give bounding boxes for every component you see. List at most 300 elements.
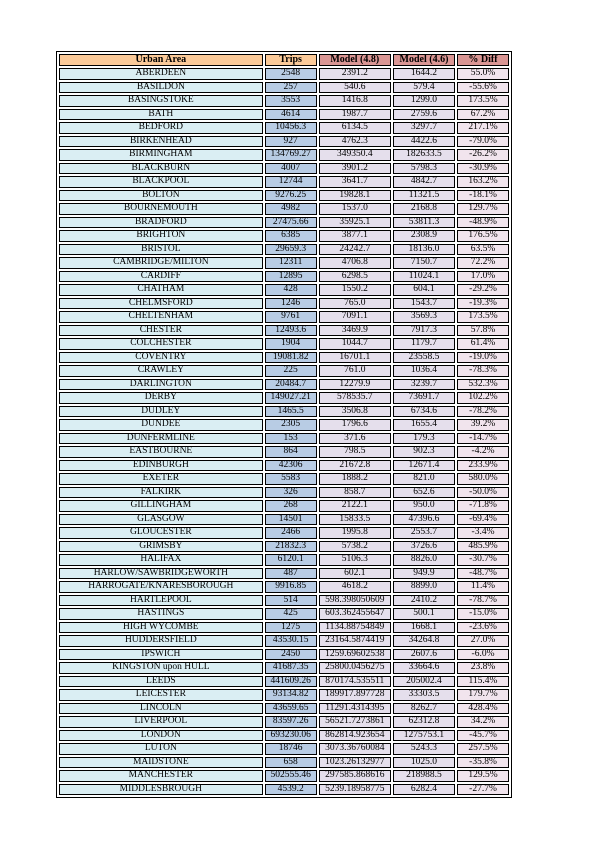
table-row xyxy=(59,676,509,688)
table-row xyxy=(59,338,509,350)
urban-area-cell: COVENTRY xyxy=(59,352,263,364)
model-4-6-cell: 2308.9 xyxy=(393,230,455,242)
model-4-8-cell: 862814.923654 xyxy=(319,730,391,742)
urban-area-cell: HARLOW/SAWBRIDGEWORTH xyxy=(59,568,263,580)
model-4-6-cell: 47396.6 xyxy=(393,514,455,526)
urban-area-cell: BRADFORD xyxy=(59,217,263,229)
model-4-6-cell: 205002.4 xyxy=(393,676,455,688)
model-4-8-cell: 870174.535511 xyxy=(319,676,391,688)
pct-diff-cell: 39.2% xyxy=(457,419,509,431)
trips-cell: 487 xyxy=(265,568,317,580)
pct-diff-cell: 485.9% xyxy=(457,541,509,553)
table-row xyxy=(59,608,509,620)
table-row xyxy=(59,325,509,337)
urban-area-cell: GRIMSBY xyxy=(59,541,263,553)
pct-diff-cell: 27.0% xyxy=(457,635,509,647)
model-4-8-cell: 3073.36760084 xyxy=(319,743,391,755)
table-row xyxy=(59,257,509,269)
urban-area-cell: DUNFERMLINE xyxy=(59,433,263,445)
model-4-8-cell: 4706.8 xyxy=(319,257,391,269)
urban-area-cell: BIRKENHEAD xyxy=(59,136,263,148)
trips-cell: 2466 xyxy=(265,527,317,539)
pct-diff-cell: -30.9% xyxy=(457,163,509,175)
model-4-8-cell: 3506.8 xyxy=(319,406,391,418)
trips-cell: 1904 xyxy=(265,338,317,350)
table-row xyxy=(59,352,509,364)
model-4-8-cell: 35925.1 xyxy=(319,217,391,229)
pct-diff-cell: -69.4% xyxy=(457,514,509,526)
table-row xyxy=(59,136,509,148)
column-header-model-4-8: Model (4.8) xyxy=(319,54,391,66)
pct-diff-cell: -78.2% xyxy=(457,406,509,418)
urban-area-cell: LUTON xyxy=(59,743,263,755)
model-4-6-cell: 33303.5 xyxy=(393,689,455,701)
urban-area-cell: CHELTENHAM xyxy=(59,311,263,323)
model-4-6-cell: 1668.1 xyxy=(393,622,455,634)
model-4-8-cell: 602.1 xyxy=(319,568,391,580)
pct-diff-cell: -50.0% xyxy=(457,487,509,499)
model-4-8-cell: 2391.2 xyxy=(319,68,391,80)
urban-area-cell: BOURNEMOUTH xyxy=(59,203,263,215)
urban-area-cell: BEDFORD xyxy=(59,122,263,134)
model-4-6-cell: 604.1 xyxy=(393,284,455,296)
trips-cell: 693230.06 xyxy=(265,730,317,742)
pct-diff-cell: -15.0% xyxy=(457,608,509,620)
model-4-6-cell: 6282.4 xyxy=(393,784,455,796)
model-4-8-cell: 6134.5 xyxy=(319,122,391,134)
table-header-row xyxy=(59,54,509,66)
model-4-6-cell: 12671.4 xyxy=(393,460,455,472)
table-row xyxy=(59,527,509,539)
urban-area-cell: CRAWLEY xyxy=(59,365,263,377)
model-4-8-cell: 1134.88754849 xyxy=(319,622,391,634)
urban-area-cell: BIRMINGHAM xyxy=(59,149,263,161)
pct-diff-cell: 163.2% xyxy=(457,176,509,188)
urban-area-cell: CHELMSFORD xyxy=(59,298,263,310)
trips-cell: 425 xyxy=(265,608,317,620)
table-row xyxy=(59,311,509,323)
trips-cell: 134769.27 xyxy=(265,149,317,161)
pct-diff-cell: 57.8% xyxy=(457,325,509,337)
table-row xyxy=(59,460,509,472)
trips-cell: 514 xyxy=(265,595,317,607)
urban-area-cell: BOLTON xyxy=(59,190,263,202)
urban-area-cell: CHESTER xyxy=(59,325,263,337)
urban-area-cell: GLASGOW xyxy=(59,514,263,526)
urban-area-cell: BASILDON xyxy=(59,82,263,94)
model-4-8-cell: 24242.7 xyxy=(319,244,391,256)
trips-cell: 4982 xyxy=(265,203,317,215)
pct-diff-cell: 257.5% xyxy=(457,743,509,755)
model-4-6-cell: 1025.0 xyxy=(393,757,455,769)
pct-diff-cell: -78.7% xyxy=(457,595,509,607)
model-4-6-cell: 5798.3 xyxy=(393,163,455,175)
table-row xyxy=(59,689,509,701)
model-4-6-cell: 2607.6 xyxy=(393,649,455,661)
table-row xyxy=(59,95,509,107)
model-4-8-cell: 12279.9 xyxy=(319,379,391,391)
model-4-8-cell: 5738.2 xyxy=(319,541,391,553)
table-row xyxy=(59,284,509,296)
model-4-8-cell: 540.6 xyxy=(319,82,391,94)
model-4-8-cell: 21672.8 xyxy=(319,460,391,472)
pct-diff-cell: 173.5% xyxy=(457,311,509,323)
model-4-6-cell: 1179.7 xyxy=(393,338,455,350)
table-row xyxy=(59,554,509,566)
model-4-6-cell: 18136.0 xyxy=(393,244,455,256)
table-row xyxy=(59,392,509,404)
model-4-8-cell: 23164.5874419 xyxy=(319,635,391,647)
model-4-8-cell: 5239.18958775 xyxy=(319,784,391,796)
table-body xyxy=(59,68,509,795)
model-4-6-cell: 7150.7 xyxy=(393,257,455,269)
pct-diff-cell: 55.0% xyxy=(457,68,509,80)
trips-cell: 43659.65 xyxy=(265,703,317,715)
model-4-6-cell: 652.6 xyxy=(393,487,455,499)
urban-area-cell: BRISTOL xyxy=(59,244,263,256)
urban-area-cell: LEICESTER xyxy=(59,689,263,701)
trips-cell: 2305 xyxy=(265,419,317,431)
pct-diff-cell: 179.7% xyxy=(457,689,509,701)
trips-cell: 326 xyxy=(265,487,317,499)
table-row xyxy=(59,190,509,202)
model-4-8-cell: 3901.2 xyxy=(319,163,391,175)
trips-cell: 1275 xyxy=(265,622,317,634)
urban-area-cell: CARDIFF xyxy=(59,271,263,283)
table-row xyxy=(59,500,509,512)
table-row xyxy=(59,635,509,647)
urban-area-cell: CHATHAM xyxy=(59,284,263,296)
trips-cell: 1246 xyxy=(265,298,317,310)
pct-diff-cell: 173.5% xyxy=(457,95,509,107)
model-4-6-cell: 500.1 xyxy=(393,608,455,620)
trips-cell: 658 xyxy=(265,757,317,769)
model-4-6-cell: 2553.7 xyxy=(393,527,455,539)
urban-area-cell: EASTBOURNE xyxy=(59,446,263,458)
pct-diff-cell: 233.9% xyxy=(457,460,509,472)
pct-diff-cell: -35.8% xyxy=(457,757,509,769)
model-4-6-cell: 3726.6 xyxy=(393,541,455,553)
pct-diff-cell: 532.3% xyxy=(457,379,509,391)
model-4-6-cell: 11321.5 xyxy=(393,190,455,202)
trips-cell: 3553 xyxy=(265,95,317,107)
trips-cell: 268 xyxy=(265,500,317,512)
pct-diff-cell: -18.1% xyxy=(457,190,509,202)
trips-cell: 2450 xyxy=(265,649,317,661)
pct-diff-cell: -26.2% xyxy=(457,149,509,161)
urban-area-cell: BLACKBURN xyxy=(59,163,263,175)
trips-cell: 927 xyxy=(265,136,317,148)
model-4-8-cell: 1796.6 xyxy=(319,419,391,431)
model-4-6-cell: 821.0 xyxy=(393,473,455,485)
model-4-8-cell: 1023.26132977 xyxy=(319,757,391,769)
urban-area-cell: LEEDS xyxy=(59,676,263,688)
model-4-8-cell: 1537.0 xyxy=(319,203,391,215)
table-row xyxy=(59,244,509,256)
column-header-model-4-6: Model (4.6) xyxy=(393,54,455,66)
model-4-8-cell: 5106.3 xyxy=(319,554,391,566)
table-row xyxy=(59,487,509,499)
table-row xyxy=(59,163,509,175)
urban-area-cell: IPSWICH xyxy=(59,649,263,661)
urban-area-cell: EXETER xyxy=(59,473,263,485)
table-row xyxy=(59,230,509,242)
table-row xyxy=(59,271,509,283)
pct-diff-cell: -45.7% xyxy=(457,730,509,742)
model-4-6-cell: 23558.5 xyxy=(393,352,455,364)
urban-area-cell: HUDDERSFIELD xyxy=(59,635,263,647)
model-4-8-cell: 1987.7 xyxy=(319,109,391,121)
trips-cell: 441609.26 xyxy=(265,676,317,688)
model-4-6-cell: 949.9 xyxy=(393,568,455,580)
pct-diff-cell: -19.3% xyxy=(457,298,509,310)
table-row xyxy=(59,176,509,188)
trips-cell: 41687.35 xyxy=(265,662,317,674)
model-4-8-cell: 578535.7 xyxy=(319,392,391,404)
model-4-6-cell: 182633.5 xyxy=(393,149,455,161)
column-header-pct-diff: % Diff xyxy=(457,54,509,66)
trips-cell: 4614 xyxy=(265,109,317,121)
trips-cell: 2548 xyxy=(265,68,317,80)
urban-area-cell: MAIDSTONE xyxy=(59,757,263,769)
model-4-6-cell: 1655.4 xyxy=(393,419,455,431)
model-4-6-cell: 33664.6 xyxy=(393,662,455,674)
urban-area-cell: BLACKPOOL xyxy=(59,176,263,188)
model-4-8-cell: 6298.5 xyxy=(319,271,391,283)
pct-diff-cell: 34.2% xyxy=(457,716,509,728)
column-header-trips: Trips xyxy=(265,54,317,66)
model-4-8-cell: 598.398050609 xyxy=(319,595,391,607)
urban-area-cell: MANCHESTER xyxy=(59,770,263,782)
pct-diff-cell: 63.5% xyxy=(457,244,509,256)
pct-diff-cell: -55.6% xyxy=(457,82,509,94)
model-4-6-cell: 902.3 xyxy=(393,446,455,458)
pct-diff-cell: 17.0% xyxy=(457,271,509,283)
model-4-8-cell: 1044.7 xyxy=(319,338,391,350)
model-4-8-cell: 189917.897728 xyxy=(319,689,391,701)
model-4-6-cell: 8262.7 xyxy=(393,703,455,715)
model-4-6-cell: 2410.2 xyxy=(393,595,455,607)
trips-cell: 29659.3 xyxy=(265,244,317,256)
urban-area-cell: KINGSTON upon HULL xyxy=(59,662,263,674)
trips-cell: 6120.1 xyxy=(265,554,317,566)
pct-diff-cell: -29.2% xyxy=(457,284,509,296)
trips-cell: 19081.82 xyxy=(265,352,317,364)
trips-cell: 9276.25 xyxy=(265,190,317,202)
model-4-6-cell: 179.3 xyxy=(393,433,455,445)
table-row xyxy=(59,581,509,593)
pct-diff-cell: -71.8% xyxy=(457,500,509,512)
model-4-8-cell: 56521.7273861 xyxy=(319,716,391,728)
urban-area-cell: LONDON xyxy=(59,730,263,742)
pct-diff-cell: 115.4% xyxy=(457,676,509,688)
pct-diff-cell: 102.2% xyxy=(457,392,509,404)
model-4-6-cell: 1036.4 xyxy=(393,365,455,377)
model-4-6-cell: 53811.3 xyxy=(393,217,455,229)
model-4-8-cell: 15833.5 xyxy=(319,514,391,526)
pct-diff-cell: -14.7% xyxy=(457,433,509,445)
trips-cell: 12744 xyxy=(265,176,317,188)
table-row xyxy=(59,298,509,310)
model-4-6-cell: 4842.7 xyxy=(393,176,455,188)
pct-diff-cell: -78.3% xyxy=(457,365,509,377)
trips-cell: 5583 xyxy=(265,473,317,485)
urban-area-cell: GLOUCESTER xyxy=(59,527,263,539)
table-row xyxy=(59,419,509,431)
model-4-8-cell: 4618.2 xyxy=(319,581,391,593)
model-4-6-cell: 62312.8 xyxy=(393,716,455,728)
model-4-8-cell: 371.6 xyxy=(319,433,391,445)
table-row xyxy=(59,149,509,161)
pct-diff-cell: -48.7% xyxy=(457,568,509,580)
trips-cell: 12493.6 xyxy=(265,325,317,337)
model-4-6-cell: 8826.0 xyxy=(393,554,455,566)
pct-diff-cell: -4.2% xyxy=(457,446,509,458)
table-row xyxy=(59,703,509,715)
model-4-8-cell: 297585.868616 xyxy=(319,770,391,782)
model-4-6-cell: 1275753.1 xyxy=(393,730,455,742)
model-4-6-cell: 2168.8 xyxy=(393,203,455,215)
urban-area-model-comparison-table xyxy=(56,51,512,798)
trips-cell: 27475.66 xyxy=(265,217,317,229)
pct-diff-cell: -6.0% xyxy=(457,649,509,661)
trips-cell: 4007 xyxy=(265,163,317,175)
trips-cell: 864 xyxy=(265,446,317,458)
trips-cell: 20484.7 xyxy=(265,379,317,391)
trips-cell: 43530.15 xyxy=(265,635,317,647)
model-4-6-cell: 3297.7 xyxy=(393,122,455,134)
trips-cell: 502555.46 xyxy=(265,770,317,782)
table-row xyxy=(59,379,509,391)
model-4-6-cell: 5243.3 xyxy=(393,743,455,755)
model-4-8-cell: 3469.9 xyxy=(319,325,391,337)
urban-area-cell: HALIFAX xyxy=(59,554,263,566)
model-4-8-cell: 1995.8 xyxy=(319,527,391,539)
model-4-8-cell: 3877.1 xyxy=(319,230,391,242)
pct-diff-cell: -30.7% xyxy=(457,554,509,566)
urban-area-cell: HASTINGS xyxy=(59,608,263,620)
urban-area-cell: BASINGSTOKE xyxy=(59,95,263,107)
urban-area-cell: CAMBRIDGE/MILTON xyxy=(59,257,263,269)
table-row xyxy=(59,568,509,580)
model-4-8-cell: 2122.1 xyxy=(319,500,391,512)
pct-diff-cell: 23.8% xyxy=(457,662,509,674)
urban-area-cell: DUNDEE xyxy=(59,419,263,431)
pct-diff-cell: -27.7% xyxy=(457,784,509,796)
trips-cell: 9916.85 xyxy=(265,581,317,593)
urban-area-cell: HIGH WYCOMBE xyxy=(59,622,263,634)
model-4-6-cell: 3569.3 xyxy=(393,311,455,323)
trips-cell: 18746 xyxy=(265,743,317,755)
table-row xyxy=(59,82,509,94)
pct-diff-cell: -79.0% xyxy=(457,136,509,148)
trips-cell: 4539.2 xyxy=(265,784,317,796)
table-row xyxy=(59,109,509,121)
model-4-6-cell: 6734.6 xyxy=(393,406,455,418)
trips-cell: 149027.21 xyxy=(265,392,317,404)
model-4-8-cell: 19828.1 xyxy=(319,190,391,202)
urban-area-cell: LINCOLN xyxy=(59,703,263,715)
pct-diff-cell: 61.4% xyxy=(457,338,509,350)
trips-cell: 257 xyxy=(265,82,317,94)
urban-area-cell: BRIGHTON xyxy=(59,230,263,242)
pct-diff-cell: 72.2% xyxy=(457,257,509,269)
trips-cell: 12895 xyxy=(265,271,317,283)
model-4-6-cell: 579.4 xyxy=(393,82,455,94)
urban-area-cell: EDINBURGH xyxy=(59,460,263,472)
table-row xyxy=(59,365,509,377)
urban-area-cell: DERBY xyxy=(59,392,263,404)
model-4-6-cell: 7917.3 xyxy=(393,325,455,337)
model-4-8-cell: 761.0 xyxy=(319,365,391,377)
model-4-8-cell: 1416.8 xyxy=(319,95,391,107)
model-4-8-cell: 4762.3 xyxy=(319,136,391,148)
model-4-8-cell: 603.362455647 xyxy=(319,608,391,620)
model-4-8-cell: 25800.0456275 xyxy=(319,662,391,674)
table-row xyxy=(59,649,509,661)
urban-area-cell: DARLINGTON xyxy=(59,379,263,391)
pct-diff-cell: 176.5% xyxy=(457,230,509,242)
column-header-urban-area: Urban Area xyxy=(59,54,263,66)
urban-area-cell: MIDDLESBROUGH xyxy=(59,784,263,796)
trips-cell: 6385 xyxy=(265,230,317,242)
model-4-6-cell: 1644.2 xyxy=(393,68,455,80)
table-row xyxy=(59,541,509,553)
model-4-8-cell: 11291.4314395 xyxy=(319,703,391,715)
trips-cell: 9761 xyxy=(265,311,317,323)
model-4-8-cell: 798.5 xyxy=(319,446,391,458)
model-4-8-cell: 349350.4 xyxy=(319,149,391,161)
pct-diff-cell: 11.4% xyxy=(457,581,509,593)
model-4-8-cell: 765.0 xyxy=(319,298,391,310)
trips-cell: 10456.3 xyxy=(265,122,317,134)
model-4-6-cell: 1299.0 xyxy=(393,95,455,107)
table-row xyxy=(59,68,509,80)
table-row xyxy=(59,433,509,445)
table-row xyxy=(59,446,509,458)
pct-diff-cell: -48.9% xyxy=(457,217,509,229)
trips-cell: 42306 xyxy=(265,460,317,472)
table-row xyxy=(59,743,509,755)
model-4-8-cell: 3641.7 xyxy=(319,176,391,188)
urban-area-cell: HARROGATE/KNARESBOROUGH xyxy=(59,581,263,593)
urban-area-cell: LIVERPOOL xyxy=(59,716,263,728)
table-row xyxy=(59,622,509,634)
table-row xyxy=(59,784,509,796)
urban-area-cell: DUDLEY xyxy=(59,406,263,418)
trips-cell: 21832.3 xyxy=(265,541,317,553)
trips-cell: 1465.5 xyxy=(265,406,317,418)
model-4-8-cell: 16701.1 xyxy=(319,352,391,364)
table-row xyxy=(59,770,509,782)
trips-cell: 225 xyxy=(265,365,317,377)
table-row xyxy=(59,662,509,674)
table-row xyxy=(59,595,509,607)
pct-diff-cell: -19.0% xyxy=(457,352,509,364)
model-4-6-cell: 218988.5 xyxy=(393,770,455,782)
urban-area-cell: HARTLEPOOL xyxy=(59,595,263,607)
model-4-8-cell: 1550.2 xyxy=(319,284,391,296)
table-row xyxy=(59,716,509,728)
pct-diff-cell: -23.6% xyxy=(457,622,509,634)
model-4-6-cell: 1543.7 xyxy=(393,298,455,310)
urban-area-cell: FALKIRK xyxy=(59,487,263,499)
model-4-6-cell: 11024.1 xyxy=(393,271,455,283)
model-4-6-cell: 2759.6 xyxy=(393,109,455,121)
table-row xyxy=(59,217,509,229)
table-row xyxy=(59,473,509,485)
trips-cell: 14501 xyxy=(265,514,317,526)
